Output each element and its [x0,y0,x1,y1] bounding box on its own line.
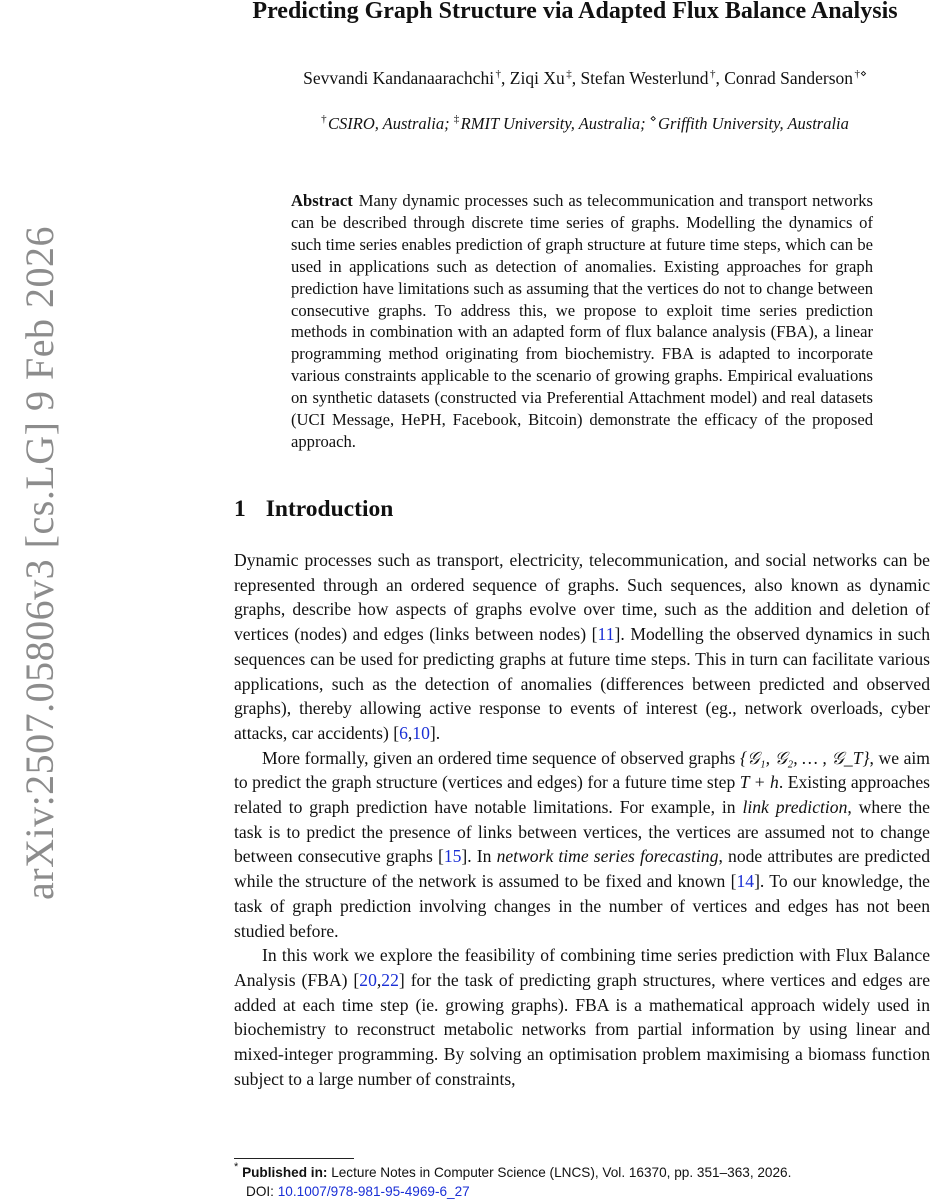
math-expression: T + h [739,772,779,793]
emphasis: link prediction [742,797,848,818]
text-run: , node attributes are predicted while the structure of the network is assumed to be fixed and known [ [234,846,931,892]
citation-link[interactable]: 15 [443,846,462,867]
citation-link[interactable]: 10 [412,722,430,743]
text-run: ]. [429,722,441,743]
author-name: Sevvandi Kandanaarachchi [303,68,495,88]
author-name: Ziqi Xu [509,68,565,88]
text-run: , where the task is to predict the presence of links between vertices, the vertices are assumed not to change between consecutive graphs [ [234,797,930,867]
doi-label: DOI: [246,1184,274,1199]
author-list: Sevvandi Kandanaarachchi †, Ziqi Xu ‡, Stefan Westerlund †, Conrad Sanderson †⋄ [303,68,867,88]
author-affiliation-mark: ‡ [566,68,572,80]
text-run: ]. In [461,846,497,867]
author-name: Conrad Sanderson [724,68,854,88]
text-run: More formally, given an ordered time sequence of observed graphs [262,747,740,768]
citation-link[interactable]: 20 [359,969,377,990]
footnote-doi-line [234,1182,791,1201]
citation-link[interactable]: 22 [381,969,399,990]
author-name: Stefan Westerlund [580,68,709,88]
author-affiliation-mark: † [495,68,502,80]
text-run: . Existing approaches related to graph prediction have notable limitations. For example, in [234,772,930,818]
citation-link[interactable]: 14 [736,871,755,892]
paragraph: Dynamic processes such as transport, electricity, telecommunication, and social networks can be represented through an ordered sequence of graphs. Such sequences, also known as dynamic graphs, describe how aspects of graphs evolve over time, such as the addition and deletion of vertices (nodes) and edges (links between nodes) [11]. Modelling the observed dynamics in such sequences can be used for predicting graphs at future time steps. This in turn can facilitate various applications, such as the detection of anomalies (differences between predicted and observed graphs), thereby allowing active response to events of interest (eg., network overloads, cyber attacks, car accidents) [6,10]. [234,550,930,743]
author-affiliation-mark: † [709,68,716,80]
abstract-text: Many dynamic processes such as telecommunication and transport networks can be described through discrete time series of graphs. Modelling the dynamics of such time series enables prediction of graph structure at future time steps, which can be used in applications such as detection of anomalies. Existing approaches for graph prediction have limitations such as assuming that the vertices do not to change between consecutive graphs. To address this, we propose to exploit time series prediction methods in combination with an adapted form of flux balance analysis (FBA), a linear programming method originating from biochemistry. FBA is adapted to incorporate various constraints applicable to the scenario of growing graphs. Empirical evaluations on synthetic datasets (constructed via Preferential Attachment model) and real datasets (UCI Message, HePH, Facebook, Bitcoin) demonstrate the efficacy of the proposed approach. [291,191,873,451]
footnote-mark: * [234,1161,239,1173]
author-affiliation-mark: †⋄ [854,68,867,80]
affiliation-name: Griffith University, Australia [658,114,849,133]
affiliation-name: RMIT University, Australia; [460,114,646,133]
body-text [234,548,930,1091]
doi-link[interactable]: 10.1007/978-981-95-4969-6_27 [277,1184,470,1199]
citation-link[interactable]: 11 [597,624,615,645]
abstract [291,190,873,453]
text-run: In this work we explore the feasibility of combining time series prediction with Flux Balance Analysis (FBA) [ [234,945,930,990]
affiliation-list [240,114,930,134]
footnote-publication-line [234,1163,791,1182]
footnote [234,1163,791,1201]
citation-link[interactable]: 6 [399,722,408,743]
footnote-rule [234,1158,354,1159]
arxiv-identifier-stamp: arXiv:2507.05806v3 [cs.LG] 9 Feb 2026 [17,226,62,900]
emphasis: network time series forecasting [496,846,719,867]
abstract-label: Abstract [291,191,353,210]
footnote-text: Lecture Notes in Computer Science (LNCS), Vol. 16370, pp. 351–363, 2026. [331,1165,792,1180]
affiliation-mark: ‡ [453,113,460,125]
affiliation-mark: † [321,113,327,125]
affiliation-mark: ⋄ [649,113,657,125]
section-title: Introduction [265,496,394,522]
paragraph [234,746,930,944]
text-run: ]. To our knowledge, the task of graph prediction involving changes in the number of vertices and edges has not been studied before. [234,871,930,941]
text-run: ] for the task of predicting graph structures, where vertices and edges are added at each time step (ie. growing graphs). FBA is a mathematical approach widely used in biochemistry to reconstruct metabolic networks from partial information by using linear and mixed-integer programming. By solving an optimisation problem maximising a biomass function subject to a large number of constraints, [234,969,930,1089]
text-run: Dynamic processes such as transport, electricity, telecommunication, and social networks can be represented through an ordered sequence of graphs. Such sequences, also known as dynamic graphs, describe how aspects of graphs evolve over time, such as the addition and deletion of vertices (nodes) and edges (links between nodes) [ [234,550,930,645]
math-expression: {𝒢₁, 𝒢₂, … , 𝒢_T} [739,747,870,768]
footnote-label: Published in: [242,1165,328,1180]
paragraph: In this work we explore the feasibility of combining time series prediction with Flux Balance Analysis (FBA) [20,22] for the task of predicting graph structures, where vertices and edges are added at each time step (ie. growing graphs). FBA is a mathematical approach widely used in biochemistry to reconstruct metabolic networks from partial information by using linear and mixed-integer programming. By solving an optimisation problem maximising a biomass function subject to a large number of constraints, [234,945,930,1089]
text-run: , we aim to predict the graph structure (vertices and edges) for a future time step [234,747,930,793]
paper-title: Predicting Graph Structure via Adapted Flux Balance Analysis [252,0,898,24]
section-number: 1 [234,496,246,522]
text-run: ]. Modelling the observed dynamics in such sequences can be used for predicting graphs at future time steps. This in turn can facilitate various applications, such as the detection of anomalies (differences between predicted and observed graphs), thereby allowing active response to events of interest (eg., network overloads, cyber attacks, car accidents) [ [234,624,930,743]
section-heading [234,496,393,523]
affiliation-name: CSIRO, Australia; [327,114,450,133]
